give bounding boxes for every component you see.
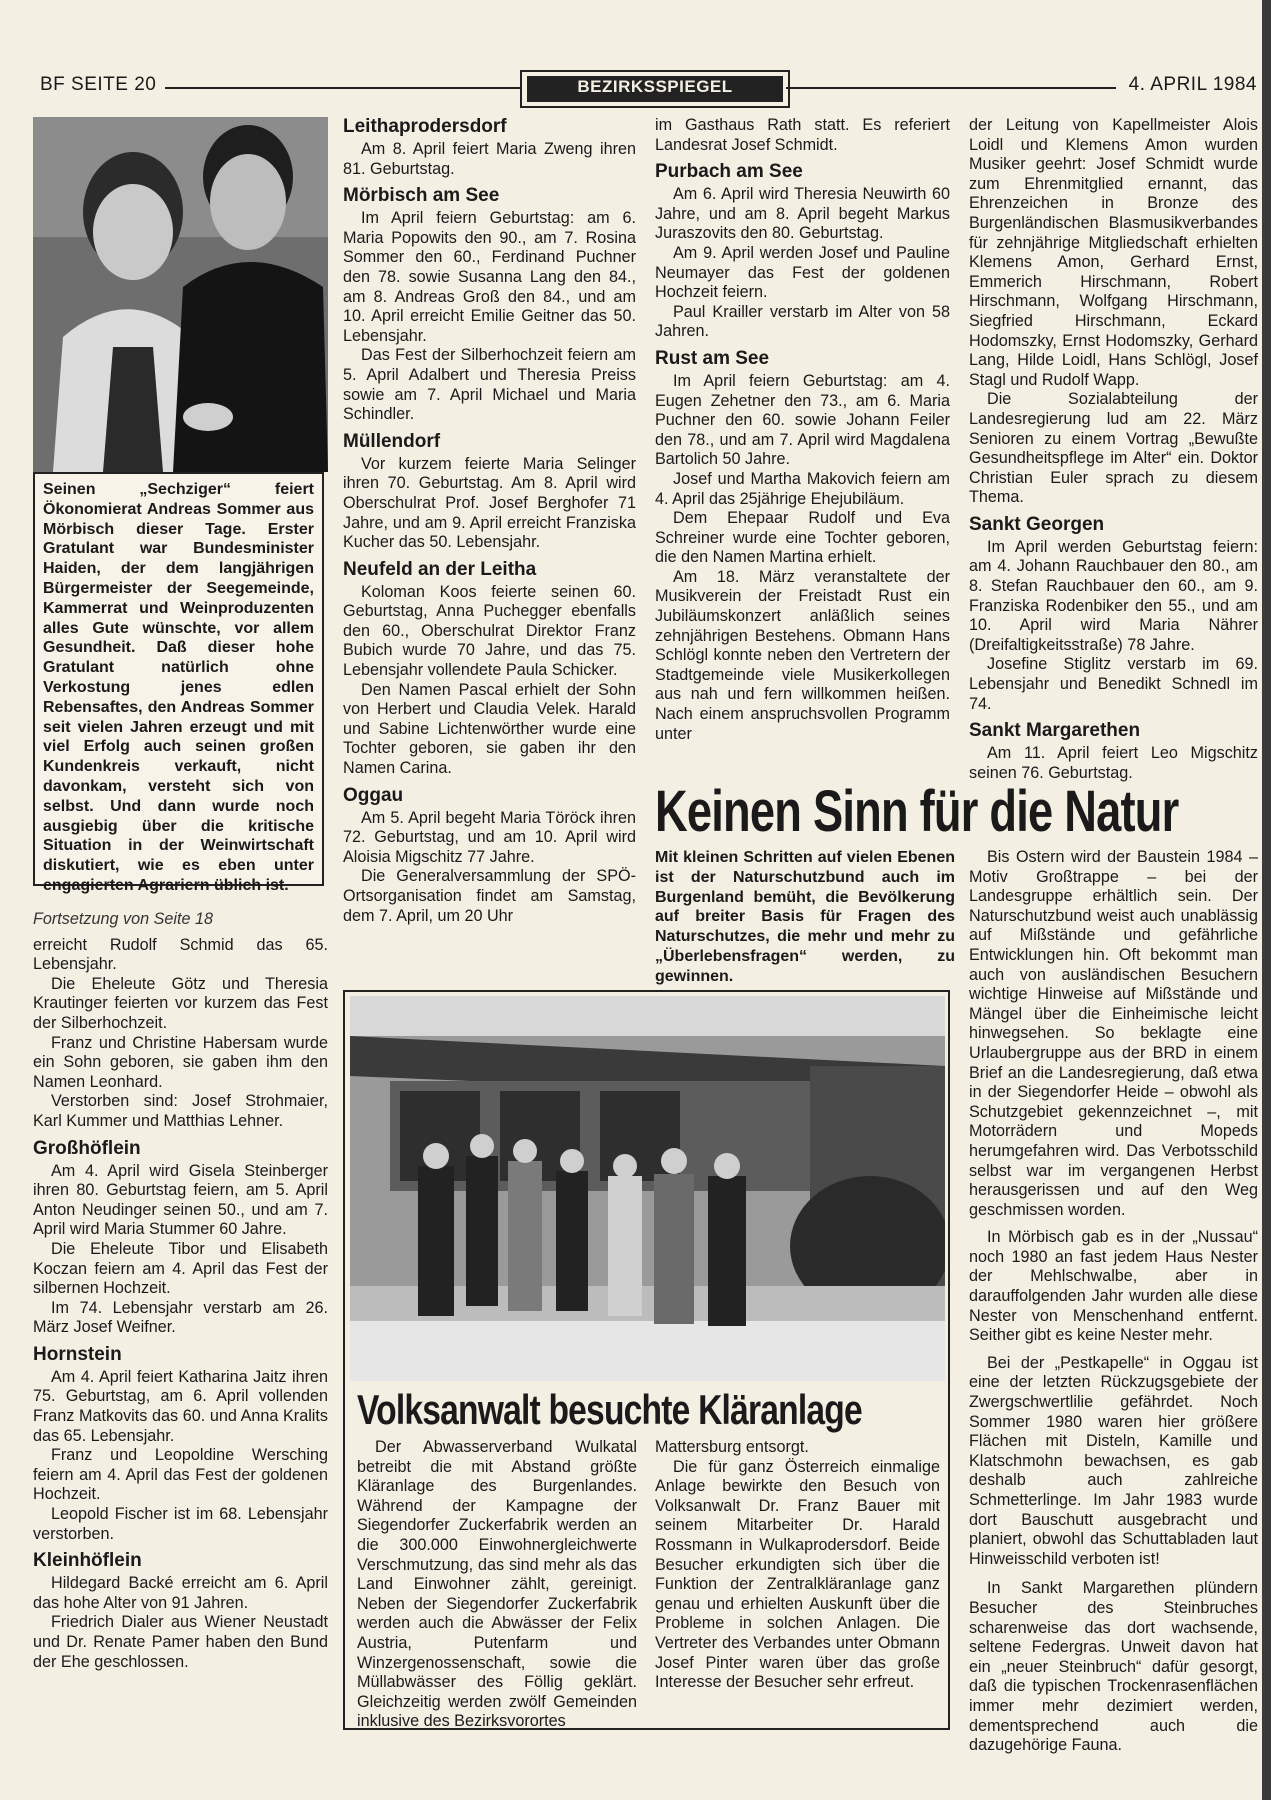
paragraph: Koloman Koos feierte seinen 60. Geburtstag, Anna Puchegger ebenfalls den 60., Oberschulrat Direktor Franz Bubich wurde 70 Jahre, und das 75. Lebensjahr vollendete Paula Schicker. <box>343 582 636 680</box>
page-edge-shadow <box>1262 0 1271 1800</box>
paragraph: im Gasthaus Rath statt. Es referiert Landesrat Josef Schmidt. <box>655 116 950 154</box>
paragraph: Am 6. April wird Theresia Neuwirth 60 Jahre, und am 8. April begeht Markus Juraszovits den 80. Geburtstag. <box>655 185 950 243</box>
paragraph: Die Eheleute Götz und Theresia Krautinger feierten vor kurzem das Fest der Silberhochzeit. <box>33 974 328 1032</box>
paragraph: Im April feiern Geburtstag: am 4. Eugen Zehetner den 73., am 6. Maria Puchner den 60. sowie Johann Feiler den 78., und am 7. April wird Magdalena Bartolich 50 Jahre. <box>655 371 950 469</box>
paragraph: Im 74. Lebensjahr verstarb am 26. März Josef Weifner. <box>33 1298 328 1337</box>
column-1 <box>33 910 328 1672</box>
klaeranlage-column-1 <box>357 1438 637 1732</box>
paragraph: Hildegard Backé erreicht am 6. April das hohe Alter von 91 Jahren. <box>33 1574 328 1612</box>
headline-natur: Keinen Sinn für die Natur <box>655 779 1179 844</box>
column-3 <box>655 116 950 744</box>
lead-paragraph: Mit kleinen Schritten auf vielen Ebenen ist der Naturschutzbund auch im Burgenland bemüht, die Bevölkerung auf breiter Basis für Fragen des Naturschutzes, die mehr und mehr zu „Überlebensfragen“ werden, zu gewinnen. <box>655 849 955 985</box>
page-date: 4. APRIL 1984 <box>1128 74 1257 95</box>
paragraph: Der Abwasserverband Wulkatal betreibt die mit Abstand größte Kläranlage des Burgenlandes. Während der Kampagne der Siegendorfer Zuckerfabrik werden an die 300.000 Einwohnergleichwerte Verschmutzung, das sind mehr als das Land Einwohner zählt, gereinigt. Neben der Siegendorfer Zuckerfabrik werden auch die Abwässer der Felix Austria, Putenfarm und Winzergenossenschaft, sowie die Müllabwässer des Föllig geklärt. Gleichzeitig werden zwölf Gemeinden inklusive des Bezirksvorortes <box>357 1438 637 1731</box>
natur-body <box>969 848 1258 1756</box>
paragraph: Friedrich Dialer aus Wiener Neustadt und Dr. Renate Pamer haben den Bund der Ehe geschlossen. <box>33 1613 328 1671</box>
klaeranlage-column-2 <box>655 1438 940 1693</box>
paragraph: Josefine Stiglitz verstarb im 69. Lebensjahr und Benedikt Schnedl im 74. <box>969 655 1258 713</box>
paragraph: Franz und Leopoldine Wersching feiern am 4. April das Fest der goldenen Hochzeit. <box>33 1446 328 1504</box>
paragraph: Die Generalversammlung der SPÖ-Ortsorganisation findet am Samstag, dem 7. April, um 20 Uhr <box>343 867 636 925</box>
heading-oggau: Oggau <box>343 784 404 806</box>
heading-leithaprodersdorf: Leithaprodersdorf <box>343 116 507 137</box>
section-badge <box>520 70 790 108</box>
page-number: BF SEITE 20 <box>40 74 157 95</box>
column-2 <box>343 116 636 926</box>
paragraph: Am 4. April wird Gisela Steinberger ihren 80. Geburtstag feiern, am 5. April Anton Neudinger seinen 50., und am 7. April wird Maria Stummer 60 Jahre. <box>33 1161 328 1239</box>
heading-rust: Rust am See <box>655 347 770 369</box>
paragraph: Leopold Fischer ist im 68. Lebensjahr verstorben. <box>33 1505 328 1543</box>
paragraph: Den Namen Pascal erhielt der Sohn von Herbert und Claudia Velek. Harald und Sabine Lichtenwörther wurde eine Tochter geboren, sie gaben ihr den Namen Carina. <box>343 680 636 778</box>
paragraph: Die für ganz Österreich einmalige Anlage bewirkte den Besuch von Volksanwalt Dr. Franz Bauer mit seinem Mitarbeiter Dr. Harald Rossmann in Wulkaprodersdorf. Beide Besucher erkundigten sich über die Funktion der Zentralkläranlage ganz genau und erhielten Auskunft über die Probleme in solchen Anlagen. Die Vertreter des Verbandes unter Obmann Josef Pinter waren über das große Interesse der Besucher sehr erfreut. <box>655 1457 940 1692</box>
header-rule-left <box>165 87 520 89</box>
paragraph: Am 8. April feiert Maria Zweng ihren 81. Geburtstag. <box>343 140 636 178</box>
paragraph: Mattersburg entsorgt. <box>655 1438 809 1456</box>
paragraph: In Sankt Margarethen plündern Besucher des Steinbruches scharenweise das dort wachsende, seltene Federgras. Unweit davon hat ein „neuer Steinbruch“ dafür gesorgt, daß die typischen Trockenrasenflächen immer mehr dezimiert werden, dementsprechend auch die dazugehörige Fauna. <box>969 1579 1258 1755</box>
heading-moerbisch: Mörbisch am See <box>343 185 500 207</box>
photo-caption: Seinen „Sechziger“ feiert Ökonomierat Andreas Sommer aus Mörbisch dieser Tage. Erster Gratulant war Bundesminister Haiden, der dem langjährigen Bürgermeister der Seegemeinde, Kammerrat und Weinproduzenten alles Gute wünschte, vor allem Gesundheit. Daß dieser hohe Gratulant natürlich ohne Verkostung jenes edlen Rebensaftes, den Andreas Sommer seit vielen Jahren erzeugt und mit viel Erfolg auch seinen großen Kundenkreis verkauft, nicht davonkam, versteht sich von selbst. Und dann wurde noch ausgiebig über die kritische Situation in der Weinwirtschaft diskutiert, wie es eben unter engagierten Agrariern üblich ist. <box>43 481 314 894</box>
paragraph: Am 9. April werden Josef und Pauline Neumayer das Fest der goldenen Hochzeit feiern. <box>655 243 950 302</box>
photo-caption-box <box>33 472 324 894</box>
natur-lead <box>655 848 955 987</box>
paragraph: Am 18. März veranstaltete der Musikverein der Freistadt Rust ein Jubiläumskonzert anläßlich seines zehnjährigen Bestehens. Obmann Hans Schlögl konnte neben den Vertretern der Stadtgemeinde viele Musikerkollegen aus nah und fern willkommen heißen. Nach einem anspruchsvollen Programm unter <box>655 567 950 743</box>
paragraph: Verstorben sind: Josef Strohmaier, Karl Kummer und Matthias Lehner. <box>33 1092 328 1130</box>
photo-illustration <box>33 117 328 472</box>
paragraph: Bis Ostern wird der Baustein 1984 – Motiv Großtrappe – bei der Landesgruppe erhältlich sein. Der Naturschutzbund weist auch unablässig auf Mißstände und gefährliche Entwicklungen hin. Oft bekommt man auch von ausländischen Besuchern wichtige Hinweise auf Mißstände und Mängel über die Einheimische leicht hinwegsehen. So beklagte eine Urlaubergruppe aus der BRD in einem Brief an die Landesregierung, daß etwa in der Siegendorfer Heide – obwohl als Schutzgebiet gekennzeichnet –, mit Motorrädern und Mopeds herumgefahren wird. Das Verbotsschild selbst war im vergangenen Herbst herausgerissen und auf den Weg geschmissen worden. <box>969 848 1258 1219</box>
headline-klaeranlage: Volksanwalt besuchte Kläranlage <box>357 1386 862 1433</box>
heading-muellendorf: Müllendorf <box>343 430 441 452</box>
paragraph: Am 4. April feiert Katharina Jaitz ihren 75. Geburtstag, am 6. April vollenden Franz Matkovits das 60. und Anna Kralits das 65. Lebensjahr. <box>33 1367 328 1445</box>
paragraph: Das Fest der Silberhochzeit feiern am 5. April Adalbert und Theresia Preiss sowie am 7. April Michael und Maria Schindler. <box>343 346 636 424</box>
paragraph: Die Eheleute Tibor und Elisabeth Koczan feiern am 4. April das Fest der silbernen Hochzeit. <box>33 1239 328 1298</box>
continued-note: Fortsetzung von Seite 18 <box>33 910 213 928</box>
header-rule-right <box>786 87 1116 89</box>
heading-sankt-margarethen: Sankt Margarethen <box>969 720 1141 742</box>
group-photo-illustration <box>350 996 945 1381</box>
paragraph: erreicht Rudolf Schmid das 65. Lebensjahr. <box>33 935 328 974</box>
paragraph: Bei der „Pestkapelle“ in Oggau ist eine der letzten Rückzugsgebiete der Zwergschwertlilie gefährdet. Noch Sommer 1980 waren hier größere Flächen mit Disteln, Kamille und Klatschmohn bewachsen, es gab deshalb auch zahlreiche Schmetterlinge. Im Jahr 1983 wurde dort Bauschutt ausgebracht und planiert, obwohl das Schuttabladen laut Hinweisschild verboten ist! <box>969 1353 1258 1568</box>
section-title: BEZIRKSSPIEGEL <box>527 76 783 102</box>
paragraph: Franz und Christine Habersam wurde ein Sohn geboren, sie gaben ihm den Namen Leonhard. <box>33 1033 328 1091</box>
paragraph: Am 11. April feiert Leo Migschitz seinen 76. Geburtstag. <box>969 744 1258 782</box>
paragraph: In Mörbisch gab es in der „Nussau“ noch 1980 an fast jedem Haus Nester der Mehlschwalbe, aber in darauffolgenden Jahr wurden alle diese Nester von Menschenhand entfernt. Seither gibt es keine Nester mehr. <box>969 1228 1258 1345</box>
heading-kleinhoeflein: Kleinhöflein <box>33 1550 142 1572</box>
paragraph: der Leitung von Kapellmeister Alois Loidl und Klemens Amon wurden Musiker geehrt: Josef Schmidt wurde zum Ehrenmitglied ernannt, das Ehrenzeichen in Bronze des Burgenländischen Blasmusikverbandes für zehnjährige Mitgliedschaft erhielten Klemens Amon, Gerhard Ernst, Emmerich Hirschmann, Robert Hirschmann, Wolfgang Hirschmann, Siegfried Hirschmann, Eckard Hodomszky, Ernst Hodomszky, Gerhard Lang, Hilde Loidl, Hans Schlögl, Josef Stagl und Rudolf Wapp. <box>969 116 1258 389</box>
paragraph: Am 5. April begeht Maria Töröck ihren 72. Geburtstag, und am 10. April wird Aloisia Migschitz 77 Jahre. <box>343 808 636 866</box>
paragraph: Im April werden Geburtstag feiern: am 4. Johann Rauchbauer den 80., am 8. Stefan Rauchbauer den 60., am 9. Franziska Rodenbiker den 55., und am 10. April wird Maria Nährer (Dreifaltigkeitsstraße) 78 Jahre. <box>969 537 1258 654</box>
column-4 <box>969 116 1258 783</box>
paragraph: Paul Krailler verstarb im Alter von 58 Jahren. <box>655 302 950 341</box>
paragraph: Die Sozialabteilung der Landesregierung lud am 22. März Senioren zu einem Vortrag „Bewußte Gesundheitspflege im Alter“ ein. Doktor Christian Euler sprach zu diesem Thema. <box>969 390 1258 507</box>
heading-neufeld: Neufeld an der Leitha <box>343 558 537 580</box>
paragraph: Josef und Martha Makovich feiern am 4. April das 25jährige Ehejubiläum. <box>655 469 950 508</box>
paragraph: Im April feiern Geburtstag: am 6. Maria Popowits den 90., am 7. Rosina Sommer den 60., Ferdinand Puchner den 78. sowie Susanna Lang den 84., am 8. Andreas Groß den 84., und am 10. April erreicht Emilie Geitner das 50. Lebensjahr. <box>343 209 636 345</box>
heading-sankt-georgen: Sankt Georgen <box>969 513 1105 535</box>
photo-group-visit <box>350 996 945 1381</box>
heading-hornstein: Hornstein <box>33 1343 122 1365</box>
heading-purbach: Purbach am See <box>655 161 803 183</box>
paragraph: Vor kurzem feierte Maria Selinger ihren 70. Geburtstag. Am 8. April wird Oberschulrat Prof. Josef Berghofer 71 Jahre, und am 9. April erreicht Franziska Kucher das 50. Lebensjahr. <box>343 454 636 552</box>
paragraph: Dem Ehepaar Rudolf und Eva Schreiner wurde eine Tochter geboren, die den Namen Martina erhielt. <box>655 509 950 567</box>
heading-grosshoeflein: Großhöflein <box>33 1137 141 1159</box>
photo-minister-sommer <box>33 117 328 472</box>
